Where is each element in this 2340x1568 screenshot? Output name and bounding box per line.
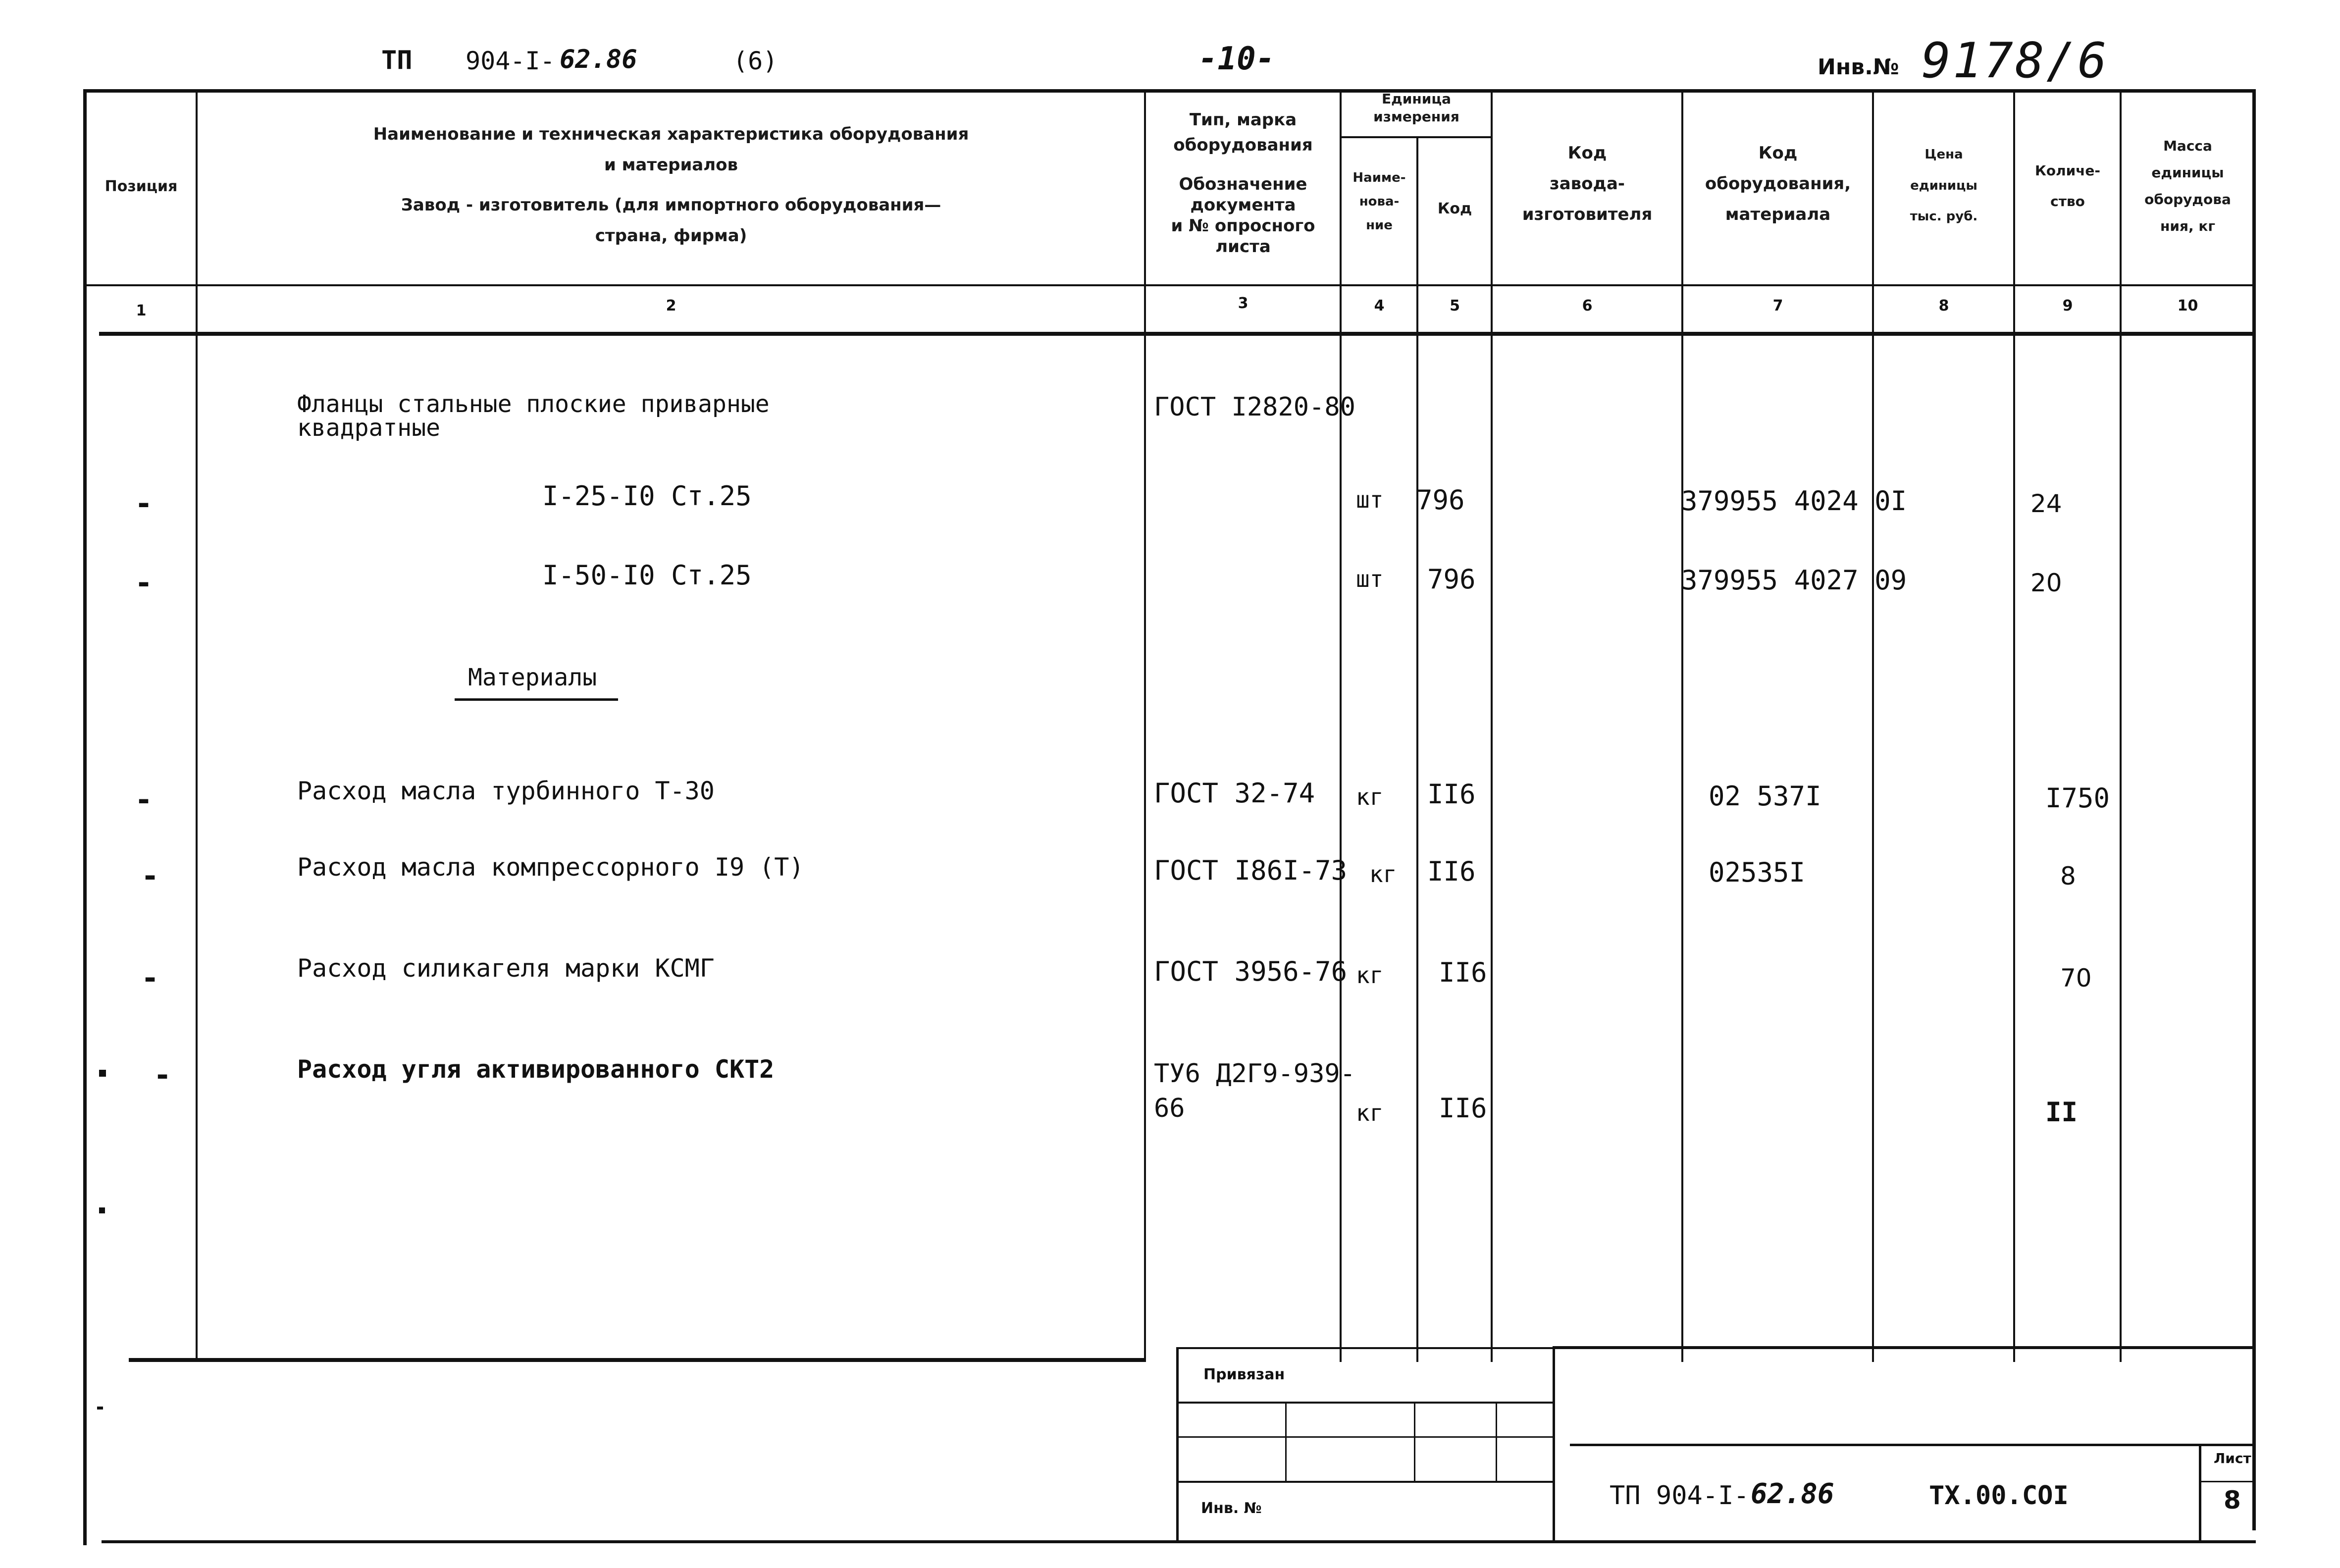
column-number: 9 <box>2062 297 2073 314</box>
row-unit-code: II6 <box>1427 779 1476 810</box>
column-number: 10 <box>2177 297 2198 314</box>
row-name: Расход масла компрессорного I9 (Т) <box>297 853 804 882</box>
header-type-line3: Обозначение <box>1179 174 1307 194</box>
header-material-code-line1: Код <box>1758 143 1798 163</box>
stamp-doc-handwritten: 62.86 <box>1751 1478 1834 1510</box>
row-unit: шт <box>1356 486 1384 513</box>
materials-heading: Материалы <box>468 664 597 691</box>
flanges-title-line2: квадратные <box>297 414 440 442</box>
row-quantity: 70 <box>2060 964 2092 993</box>
column-number: 8 <box>1938 297 1949 314</box>
stamp-box-right <box>1553 1347 1555 1540</box>
stamp-box-top <box>1176 1347 1555 1349</box>
header-factory-code-line2: завода- <box>1549 174 1625 194</box>
header-mass-line2: единицы <box>2151 164 2224 181</box>
col-divider-3 <box>1340 89 1342 1362</box>
footer-top-border-right <box>1553 1346 2255 1349</box>
row-document: ГОСТ 32-74 <box>1154 778 1315 809</box>
row-unit-code: 796 <box>1416 484 1465 516</box>
margin-tick <box>99 1070 106 1077</box>
column-number: 3 <box>1238 295 1248 312</box>
footer-top-border <box>129 1358 1144 1362</box>
row-position: - <box>135 566 153 600</box>
doc-number: 904-I- <box>466 47 555 75</box>
header-factory-code-line3: изготовителя <box>1522 205 1653 224</box>
row-document: ГОСТ 3956-76 <box>1154 956 1348 987</box>
header-unit-code: Код <box>1437 200 1472 217</box>
header-type-line6: листа <box>1215 237 1271 257</box>
row-material-code: 379955 4027 09 <box>1681 565 1907 596</box>
header-material-code-line3: материала <box>1725 205 1831 224</box>
header-name-line3: Завод - изготовитель (для импортного оборудования— <box>401 195 941 215</box>
row-unit-code: II6 <box>1439 1093 1487 1124</box>
column-number: 4 <box>1374 297 1385 314</box>
header-unit-name-line2: нова- <box>1359 194 1400 209</box>
row-name: Расход угля активированного СКТ2 <box>297 1055 775 1084</box>
column-number: 2 <box>666 297 676 314</box>
row-name: I-50-I0 Ст.25 <box>542 560 752 591</box>
row-unit: шт <box>1356 566 1384 592</box>
header-price-line3: тыс. руб. <box>1910 209 1978 224</box>
row-quantity: II <box>2045 1097 2078 1128</box>
column-number-separator <box>99 332 2256 336</box>
header-factory-code-line1: Код <box>1567 143 1607 163</box>
stamp-box-inner2 <box>1414 1404 1415 1481</box>
header-type-line2: оборудования <box>1173 135 1313 155</box>
col-divider-6 <box>1681 89 1683 1362</box>
flanges-gost: ГОСТ I2820-80 <box>1154 392 1355 422</box>
header-mass-line3: оборудова <box>2144 191 2231 208</box>
header-mass-line1: Масса <box>2163 138 2212 154</box>
header-material-code-line2: оборудования, <box>1705 174 1851 194</box>
doc-number-handwritten: 62.86 <box>560 45 637 74</box>
header-qty-line2: ство <box>2050 193 2085 209</box>
col-divider-8 <box>2013 89 2015 1362</box>
materials-heading-underline <box>455 698 618 701</box>
header-type-line4: документа <box>1190 195 1296 215</box>
stamp-box-line3 <box>1179 1481 1553 1483</box>
margin-tick <box>97 1407 103 1410</box>
col-divider-5 <box>1491 89 1493 1362</box>
header-unit-group-line2: измерения <box>1373 108 1459 125</box>
row-unit-code: 796 <box>1427 564 1476 595</box>
header-unit-group-line1: Единица <box>1382 91 1451 107</box>
sheet-label: Лист <box>2214 1450 2251 1466</box>
row-material-code: 02535I <box>1709 857 1806 888</box>
column-number: 7 <box>1772 297 1783 314</box>
col-divider-7 <box>1872 89 1874 1362</box>
row-quantity: 20 <box>2030 569 2062 597</box>
header-position: Позиция <box>104 178 178 195</box>
row-unit: кг <box>1356 962 1384 989</box>
footer-bottom-border <box>102 1540 2256 1543</box>
column-number: 6 <box>1582 297 1593 314</box>
sheet-box-left <box>2199 1446 2201 1540</box>
header-unit-name-line3: ние <box>1366 218 1393 233</box>
header-qty-line1: Количе- <box>2034 162 2101 179</box>
row-position: - <box>135 486 153 521</box>
stamp-box-inner3 <box>1496 1404 1497 1481</box>
inv-no-label: Инв. № <box>1201 1500 1262 1517</box>
inv-label: Инв.№ <box>1818 54 1899 80</box>
row-material-code: 379955 4024 0I <box>1681 485 1907 517</box>
row-position: - <box>141 961 159 995</box>
stamp-code: ТХ.00.СОI <box>1929 1481 2069 1511</box>
row-unit: кг <box>1369 861 1397 888</box>
header-price-line2: единицы <box>1910 178 1977 193</box>
page-mark: -10- <box>1198 41 1275 77</box>
row-unit: кг <box>1356 784 1384 810</box>
flanges-title-line1: Фланцы стальные плоские приварные <box>297 390 770 418</box>
row-quantity: 8 <box>2060 862 2076 890</box>
stamp-box-inner1 <box>1285 1404 1287 1481</box>
header-unit-name-line1: Наиме- <box>1352 170 1406 185</box>
row-unit: кг <box>1356 1099 1384 1126</box>
column-number: 5 <box>1450 297 1460 314</box>
row-material-code: 02 537I <box>1709 781 1821 812</box>
header-name-line1: Наименование и техническая характеристика оборудования <box>373 124 969 144</box>
bound-label: Привязан <box>1203 1366 1285 1383</box>
col-divider-4 <box>1416 138 1418 1362</box>
stamp-doc-prefix: ТП 904-I- <box>1610 1481 1749 1511</box>
row-name: Расход силикагеля марки КСМГ <box>297 954 715 983</box>
table-top-border <box>84 89 2256 93</box>
column-number: 1 <box>136 302 147 319</box>
row-unit-code: II6 <box>1427 856 1476 887</box>
row-position: - <box>141 859 159 893</box>
title-block-line <box>1570 1444 2255 1446</box>
doc-part: (6) <box>733 47 778 75</box>
row-position: - <box>154 1058 172 1093</box>
table-left-border <box>83 89 87 1545</box>
row-position: - <box>135 783 153 817</box>
header-type-line5: и № опросного <box>1171 216 1315 236</box>
row-unit-code: II6 <box>1439 957 1487 988</box>
header-mass-line4: ния, кг <box>2160 218 2215 234</box>
margin-tick <box>99 1207 105 1213</box>
row-name: Расход масла турбинного Т-30 <box>297 777 715 805</box>
unit-group-separator <box>1340 136 1491 138</box>
doc-prefix: ТП <box>381 46 413 75</box>
row-quantity: I750 <box>2045 783 2110 814</box>
row-document: ГОСТ I86I-73 <box>1154 855 1348 886</box>
row-document-line1: ТУ6 Д2Г9-939- <box>1154 1059 1355 1089</box>
header-name-line2: и материалов <box>604 155 738 175</box>
row-quantity: 24 <box>2030 489 2062 518</box>
header-type-line1: Тип, марка <box>1189 110 1297 130</box>
sheet-box-divider <box>2201 1481 2255 1482</box>
sheet-number: 8 <box>2224 1486 2241 1515</box>
header-name-line4: страна, фирма) <box>595 226 747 246</box>
col-divider-9 <box>2120 89 2122 1362</box>
header-separator <box>84 284 2256 286</box>
header-price-line1: Цена <box>1924 147 1963 162</box>
inv-value-handwritten: 9178/6 <box>1922 33 2109 89</box>
col-divider-2 <box>1144 89 1146 1362</box>
col-divider-1 <box>196 89 198 1362</box>
stamp-box-left <box>1176 1347 1179 1540</box>
row-document-line2: 66 <box>1154 1094 1185 1123</box>
row-name: I-25-I0 Ст.25 <box>542 480 752 512</box>
